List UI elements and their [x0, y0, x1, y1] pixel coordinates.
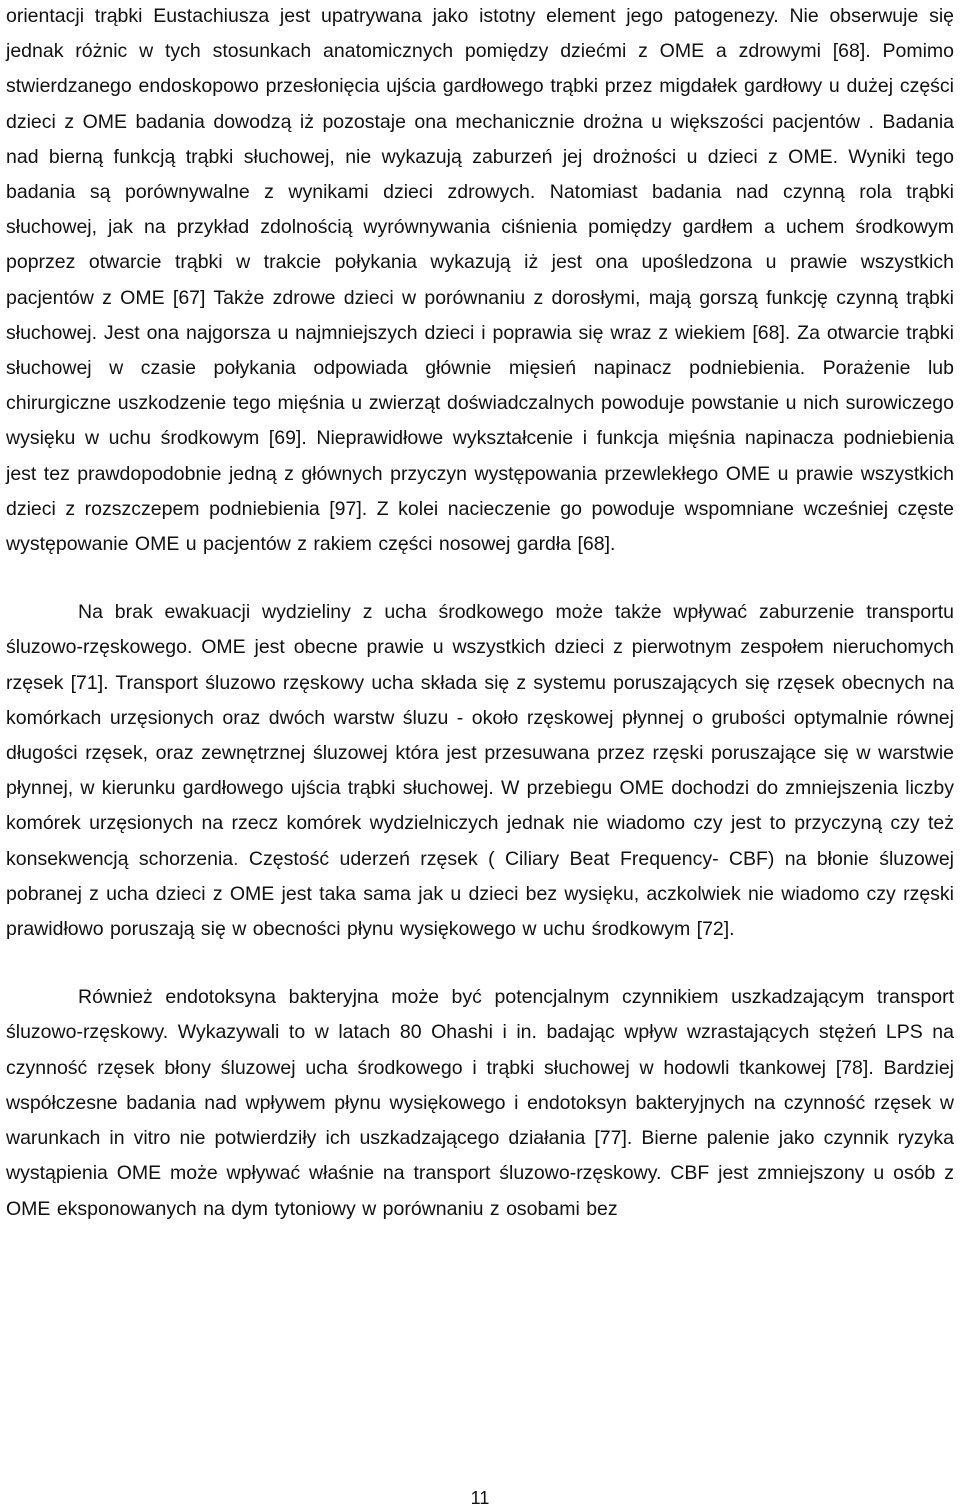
paragraph-2-part-a: Na brak ewakuacji wydzieliny z ucha środkowego może także wpływać zaburzenie transportu śluzowo-rzęskowego. OME jest obecne prawie u wszystkich dzieci z pierwotnym zespołem nieruchomych rzęsek [71]. Transport śluzowo rzęskowy ucha składa się z systemu poruszających się rzęsek obecnych na komórkach urzęsionych oraz dwóch warstw śluzu - około rzęskowej płynnej o grubości optymalnie równej długości rzęsek, oraz zewnętrznej śluzowej która jest przesuwana przez rzęski poruszające się w warstwie płynnej, w kierunku gardłowego ujścia trąbki słuchowej. W przebiegu OME dochodzi do zmniejszenia liczby komórek urzęsionych na rzecz komórek wydzielniczych jednak nie wiadomo czy jest to przyczyną czy też konsekwencją schorzenia [6, 601, 954, 870]
paragraph-2-highlighted-dot: . [233, 847, 239, 870]
paragraph-1: orientacji trąbki Eustachiusza jest upatrywana jako istotny element jego patogenezy. Nie obserwuje się jednak różnic w tych stosunkach anatomicznych pomiędzy dziećmi z OME a zdrowymi [68]. Pomimo stwierdzanego endoskopowo przesłonięcia ujścia gardłowego trąbki przez migdałek gardłowy u dużej części dzieci z OME badania dowodzą iż pozostaje ona mechanicznie drożna u większości pacjentów . Badania nad bierną funkcją trąbki słuchowej, nie wykazują zaburzeń jej drożności u dzieci z OME. Wyniki tego badania są porównywalne z wynikami dzieci zdrowych. Natomiast badania nad czynną rola trąbki słuchowej, jak na przykład zdolnością wyrównywania ciśnienia pomiędzy gardłem a uchem środkowym poprzez otwarcie trąbki w trakcie połykania wykazują iż jest ona upośledzona u prawie wszystkich pacjentów z OME [67] Także zdrowe dzieci w porównaniu z dorosłymi, mają gorszą funkcję czynną trąbki słuchowej. Jest ona najgorsza u najmniejszych dzieci i poprawia się wraz z wiekiem [68]. Za otwarcie trąbki słuchowej w czasie połykania odpowiada głównie mięsień napinacz podniebienia. Porażenie lub chirurgiczne uszkodzenie tego mięśnia u zwierząt doświadczalnych powoduje powstanie u nich surowiczego wysięku w uchu środkowym [69]. Nieprawidłowe wykształcenie i funkcja mięśnia napinacza podniebienia jest tez prawdopodobnie jedną z głównych przyczyn występowania przewlekłego OME u prawie wszystkich dzieci z rozszczepem podniebienia [97]. Z kolei nacieczenie go powoduje wspomniane wcześniej częste występowanie OME u pacjentów z rakiem części nosowej gardła [68]. [6, 5, 954, 556]
document-page [6, 0, 954, 1227]
paragraph-2-part-b: Częstość uderzeń rzęsek ( Ciliary Beat Frequency- CBF) na błonie śluzowej pobranej z ucha dzieci z OME jest taka sama jak u dzieci bez wysięku, aczkolwiek nie wiadomo czy rzęski prawidłowo poruszają się w obecności płynu wysiękowego w uchu środkowym [72]. [6, 847, 955, 941]
paragraph-2 [6, 595, 954, 947]
paragraph-spacer [6, 562, 954, 595]
page-number: 11 [470, 1488, 490, 1508]
paragraph-spacer [6, 947, 954, 980]
paragraph-3: Również endotoksyna bakteryjna może być potencjalnym czynnikiem uszkadzającym transport śluzowo-rzęskowy. Wykazywali to w latach 80 Ohashi i in. badając wpływ wzrastających stężeń LPS na czynność rzęsek błony śluzowej ucha środkowego i trąbki słuchowej w hodowli tkankowej [78]. Bardziej współczesne badania nad wpływem płynu wysiękowego i endotoksyn bakteryjnych na czynność rzęsek w warunkach in vitro nie potwierdziły ich uszkadzającego działania [77]. Bierne palenie jako czynnik ryzyka wystąpienia OME może wpływać właśnie na transport śluzowo-rzęskowy. CBF jest zmniejszony u osób z OME eksponowanych na dym tytoniowy w porównaniu z osobami bez [6, 986, 954, 1220]
